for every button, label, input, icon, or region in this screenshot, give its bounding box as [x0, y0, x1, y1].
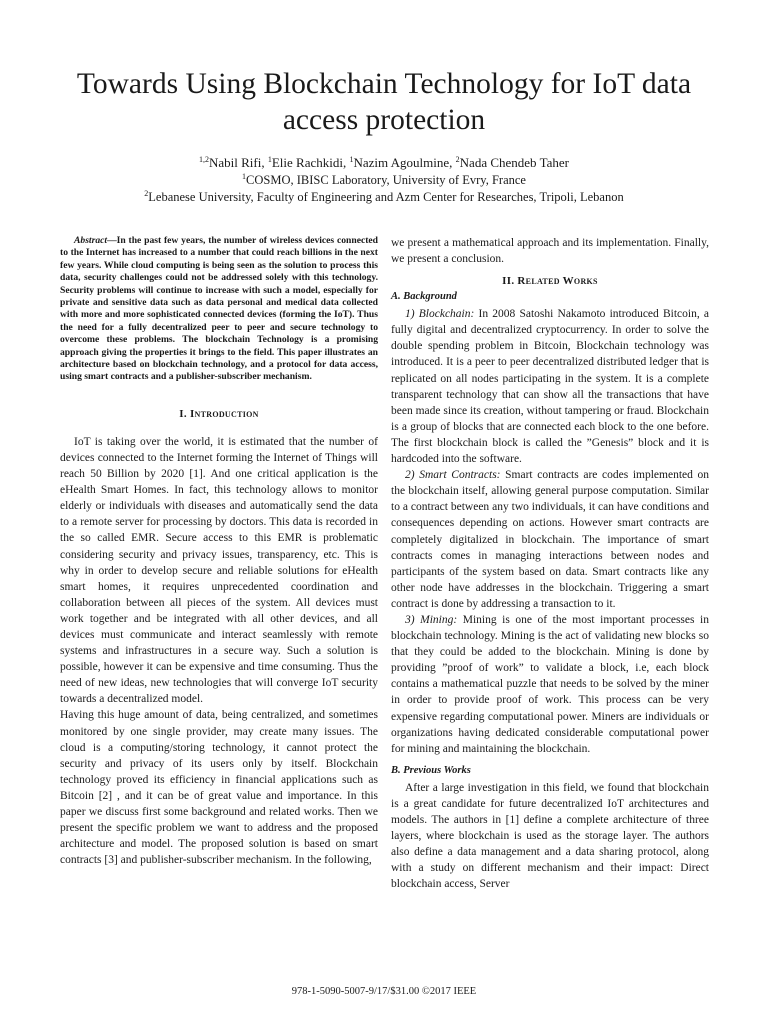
blockchain-paragraph	[391, 306, 709, 467]
author-name: Nada Chendeb Taher	[459, 155, 569, 170]
author-affiliation-mark: 1	[349, 155, 354, 164]
author-name: Nabil Rifi,	[209, 155, 268, 170]
section-heading-introduction: I. Introduction	[179, 407, 259, 420]
blockchain-label: 1) Blockchain:	[405, 308, 475, 321]
author-name: Elie Rachkidi,	[271, 155, 350, 170]
blockchain-text: In 2008 Satoshi Nakamoto introduced Bitcoin, a fully digital and decentralized cryptocurrency. In order to solve the double spending problem in Bitcoin, Blockchain technology was introduced. It is a peer to peer decentralized distributed ledger that is replicated on all nodes participating in the system. It is a complete transparent technology that can show all the transactions that have been made since its creation, without tampering or fraud. Blockchain is a group of blocks that are connected each block to the one before. The first blockchain block is called the ”Genesis” block and it is hardcoded into the software.	[391, 308, 709, 466]
intro-paragraph-1: IoT is taking over the world, it is estimated that the number of devices connected to the Internet forming the Internet of Things will reach 50 Billion by 2020 [1]. And one critical application is the eHealth Smart Homes. In fact, this technology allows to monitor elderly or individuals with diseases and automatically send the data to a remote server for processing by doctors. This data is recorded in the so called EMR. Secure access to this EMR is problematic considering security and privacy issues, transparency, etc. This is why in order to develop secure and reliable solutions for eHealth smart homes, it requires unprecedented coordination and collaboration between all pieces of the system. All devices must work together and be integrated with all other devices, and all devices must communicate and interact seamlessly with remote systems and infrastructures in a secure way. Such a solution is possible, however it can be expensive and time consuming. Thus the need of new ideas, new technologies that will converge IoT security towards a decentralized model.	[60, 435, 378, 706]
smart-contracts-paragraph	[391, 467, 709, 612]
affiliation-mark: 2	[144, 189, 149, 198]
affiliation-mark: 1	[242, 172, 247, 181]
subsection-heading-previous-works: B. Previous Works	[391, 764, 471, 776]
author-affiliation-mark: 1	[267, 155, 272, 164]
abstract-label: Abstract	[74, 235, 108, 246]
author-affiliation-mark: 1,2	[199, 155, 209, 164]
affiliation-text: COSMO, IBISC Laboratory, University of Evry, France	[246, 173, 526, 187]
mining-text: Mining is one of the most important processes in blockchain technology. Mining is the act of validating new blocks so that they could be added to the blockchain. Mining is done by providing ”proof of work” to validate a block, i.e, each block contains a mathematical puzzle that needs to be solved by the miner in order to provide proof of work. This process can be very expensive regarding computational power. Miners are individuals or organizations having dedicated considerable computational power for mining and maintaining the blockchain.	[391, 613, 709, 755]
author-affiliation-mark: 2	[455, 155, 460, 164]
abstract-text: —In the past few years, the number of wireless devices connected to the Internet has increased to a number that could reach billions in the next few years. While cloud computing is being seen as the solution to process this data, security challenges could not be addressed solely with this technology. Security problems will continue to increase with such a model, especially for private and sensitive data such as data personal and medical data collected with more and more sophisticated connected devices (forming the IoT). Thus the need for a fully decentralized peer to peer and secure technology to overcome these problems. The blockchain Technology is a promising approach giving the properties it brings to the field. This paper illustrates an architecture based on blockchain technology, and a protocol for data access, using smart contracts and a publisher-subscriber mechanism.	[60, 235, 378, 383]
affiliation-text: Lebanese University, Faculty of Engineering and Azm Center for Researches, Tripoli, Lebanon	[148, 190, 624, 204]
intro-paragraph-2-continued: we present a mathematical approach and its implementation. Finally, we present a conclusion.	[391, 237, 709, 266]
previous-works-paragraph: After a large investigation in this field, we found that blockchain is a great candidate for future decentralized IoT architectures and models. The authors in [1] define a complete architecture of three layers, where blockchain is used as the storage layer. The authors also define a data management and a data sharing protocol, along with a study on different mechanism and their impact: Direct blockchain access, Server	[391, 781, 709, 891]
mining-paragraph	[391, 612, 709, 757]
paper-title: Towards Using Blockchain Technology for IoT data access protection	[76, 68, 692, 136]
section-heading-related-works: II. Related Works	[502, 275, 598, 288]
right-column	[391, 235, 709, 892]
left-column	[60, 235, 378, 868]
affiliation-2	[40, 189, 728, 205]
mining-label: 3) Mining:	[405, 613, 458, 626]
author-list	[40, 155, 728, 171]
abstract	[60, 235, 378, 384]
smart-contracts-text: Smart contracts are codes implemented on the blockchain itself, allowing general purpose computation. Similar to a contract between any two individuals, it can have conditions and consequences depending on actions. However smart contracts are completely digitalized in blockchain. The importance of smart contracts comes in managing interactions between nodes and participants of the system based on data. Smart contracts like any other node have addresses in the blockchain. Triggering a smart contract is done by addressing a transaction to it.	[391, 469, 709, 610]
affiliation-1	[40, 172, 728, 188]
smart-contracts-label: 2) Smart Contracts:	[405, 469, 501, 482]
copyright-footer: 978-1-5090-5007-9/17/$31.00 ©2017 IEEE	[291, 986, 477, 997]
subsection-heading-background: A. Background	[391, 291, 457, 303]
intro-paragraph-2: Having this huge amount of data, being centralized, and sometimes monitored by one single provider, may create many issues. The cloud is a computing/storing technology, it cannot protect the security and privacy of its users only by itself. Blockchain technology proved its efficiency in financial applications such as Bitcoin [2] , and it can be of great value and importance. In this paper we discuss first some background and related works. Then we present the specific problem we want to address and the proposed architecture and model. The proposed solution is based on smart contracts [3] and publisher-subscriber mechanism. In the following,	[60, 709, 378, 867]
author-name: Nazim Agoulmine,	[353, 155, 456, 170]
